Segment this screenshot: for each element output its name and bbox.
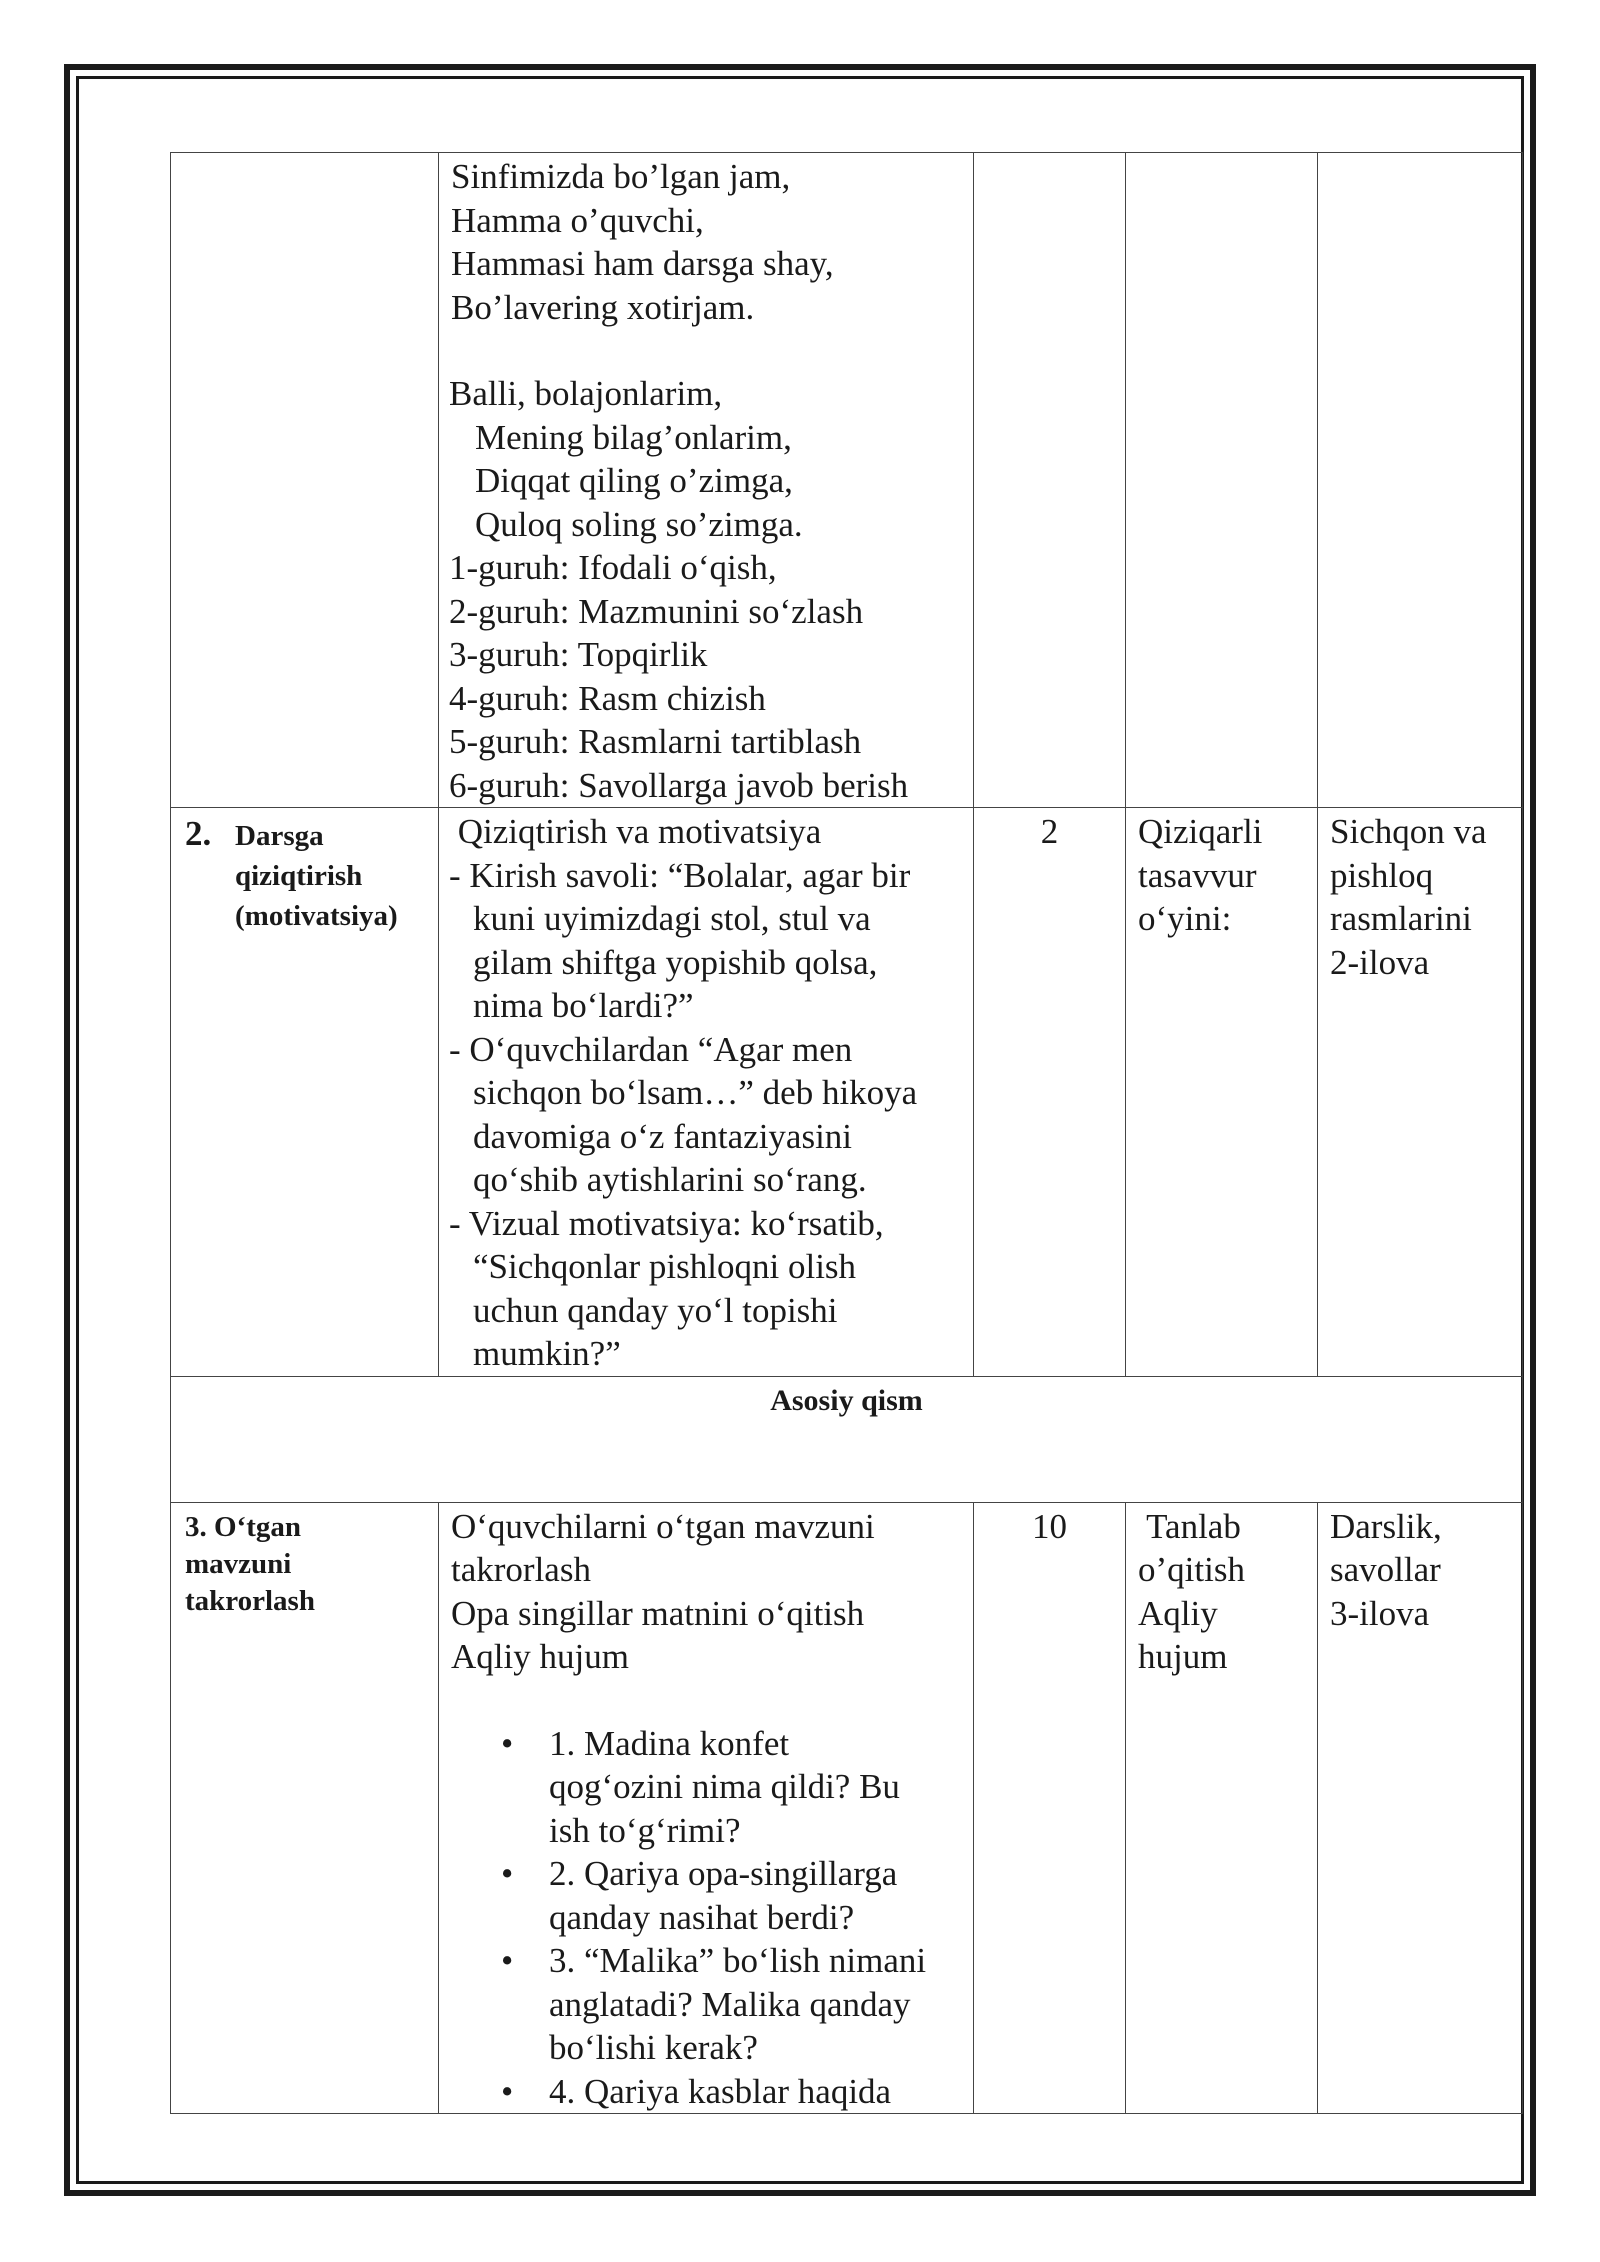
- poem2-line: Diqqat qiling o’zimga,: [475, 461, 793, 500]
- group-line: 2-guruh: Mazmunini so‘zlash: [449, 591, 864, 631]
- poem1-line: Hamma o’quvchi,: [451, 200, 704, 240]
- motivation-line: Qiziqtirish va motivatsiya: [449, 812, 822, 851]
- motivation-line: davomiga o‘z fantaziyasini: [473, 1116, 853, 1156]
- stage-title-line: (motivatsiya): [235, 900, 398, 932]
- method-line: hujum: [1138, 1637, 1228, 1676]
- time-value: 2: [1040, 812, 1059, 851]
- table-row-intro: [171, 153, 1523, 808]
- motivation-line: - Vizual motivatsiya: ko‘rsatib,: [449, 1203, 884, 1243]
- poem2-line: Quloq soling so’zimga.: [475, 504, 803, 544]
- time-cell-review: [974, 1502, 1126, 2114]
- motivation-line: mumkin?”: [473, 1334, 621, 1373]
- section-cell: [171, 1376, 1523, 1502]
- question-list: [451, 1722, 961, 2114]
- motivation-line: sichqon bo‘lsam…” deb hikoya: [473, 1073, 918, 1112]
- question-line: • 4. Qariya kasblar haqida: [549, 2071, 892, 2111]
- content-line: O‘quvchilarni o‘tgan mavzuni: [451, 1506, 875, 1546]
- method-line: o’qitish: [1138, 1550, 1245, 1589]
- question-item: [549, 1852, 961, 1939]
- question-line: • 3. “Malika” bo‘lish nimani: [549, 1941, 927, 1980]
- question-item: [549, 2070, 961, 2114]
- method-line: tasavvur: [1138, 855, 1257, 895]
- content-cell-motivation: [439, 808, 974, 1377]
- stage-cell-motivation: [171, 808, 439, 1377]
- question-line: • 2. Qariya opa-singillarga: [549, 1854, 898, 1893]
- section-title: Asosiy qism: [770, 1383, 923, 1417]
- content-cell-intro: [439, 153, 974, 808]
- stage-title-line: 3. O‘tgan: [185, 1510, 301, 1543]
- table-row-motivation: [171, 808, 1523, 1377]
- content-line: takrorlash: [451, 1550, 591, 1589]
- group-line: 3-guruh: Topqirlik: [449, 635, 708, 674]
- motivation-line: gilam shiftga yopishib qolsa,: [473, 942, 878, 982]
- stage-title-line: mavzuni: [185, 1547, 292, 1580]
- motivation-line: - Kirish savoli: “Bolalar, agar bir: [449, 855, 911, 895]
- resource-line: pishloq: [1330, 855, 1434, 895]
- method-line: Tanlab: [1138, 1506, 1241, 1546]
- question-line: ish to‘g‘rimi?: [549, 1810, 741, 1850]
- motivation-line: kuni uyimizdagi stol, stul va: [473, 899, 871, 938]
- method-cell-motivation: [1126, 808, 1318, 1377]
- poem1-line: Hammasi ham darsga shay,: [451, 244, 834, 283]
- method-line: o‘yini:: [1138, 899, 1232, 938]
- resource-line: rasmlarini: [1330, 899, 1472, 938]
- resource-cell-empty: [1318, 153, 1523, 808]
- table-row-review: [171, 1502, 1523, 2114]
- lesson-plan-table: [170, 152, 1523, 2114]
- group-line: 4-guruh: Rasm chizish: [449, 678, 766, 718]
- stage-cell-empty: [171, 153, 439, 808]
- resource-line: Sichqon va: [1330, 812, 1487, 851]
- stage-title-line: takrorlash: [185, 1584, 315, 1617]
- content-line: Opa singillar matnini o‘qitish: [451, 1593, 865, 1633]
- poem2-line: Mening bilag’onlarim,: [475, 417, 792, 457]
- table-row-section: [171, 1376, 1523, 1502]
- resource-line: 2-ilova: [1330, 942, 1430, 982]
- method-line: Qiziqarli: [1138, 812, 1263, 851]
- group-line: 1-guruh: Ifodali o‘qish,: [449, 548, 777, 587]
- motivation-line: qo‘shib aytishlarini so‘rang.: [473, 1160, 867, 1199]
- group-line: 6-guruh: Savollarga javob berish: [449, 765, 909, 805]
- content-cell-review: [439, 1502, 974, 2114]
- motivation-line: uchun qanday yo‘l topishi: [473, 1290, 838, 1330]
- method-line: Aqliy: [1138, 1593, 1218, 1633]
- poem2-line: Balli, bolajonlarim,: [449, 374, 723, 413]
- motivation-line: “Sichqonlar pishloqni olish: [473, 1247, 857, 1286]
- stage-title-line: Darsga: [235, 820, 324, 852]
- method-cell-review: [1126, 1502, 1318, 2114]
- question-line: • 1. Madina konfet: [549, 1723, 790, 1763]
- motivation-line: - O‘quvchilardan “Agar men: [449, 1029, 853, 1069]
- resource-line: 3-ilova: [1330, 1593, 1430, 1633]
- method-cell-empty: [1126, 153, 1318, 808]
- stage-cell-review: [171, 1502, 439, 2114]
- question-line: anglatadi? Malika qanday: [549, 1984, 911, 2024]
- resource-cell-review: [1318, 1502, 1523, 2114]
- motivation-line: nima bo‘lardi?”: [473, 986, 694, 1025]
- time-cell-empty: [974, 153, 1126, 808]
- poem1-line: Bo’lavering xotirjam.: [451, 287, 755, 327]
- question-line: bo‘lishi kerak?: [549, 2028, 758, 2067]
- content-line: Aqliy hujum: [451, 1637, 629, 1676]
- resource-line: savollar: [1330, 1550, 1441, 1589]
- poem1-line: Sinfimizda bo’lgan jam,: [451, 157, 791, 196]
- time-cell-motivation: [974, 808, 1126, 1377]
- resource-cell-motivation: [1318, 808, 1523, 1377]
- question-item: [549, 1939, 961, 2070]
- resource-line: Darslik,: [1330, 1506, 1442, 1546]
- stage-number: 2.: [185, 814, 212, 853]
- time-value: 10: [1032, 1506, 1067, 1546]
- group-line: 5-guruh: Rasmlarni tartiblash: [449, 722, 862, 761]
- question-item: [549, 1722, 961, 1853]
- question-line: qog‘ozini nima qildi? Bu: [549, 1767, 900, 1806]
- question-line: qanday nasihat berdi?: [549, 1897, 855, 1937]
- stage-title-line: qiziqtirish: [235, 860, 363, 892]
